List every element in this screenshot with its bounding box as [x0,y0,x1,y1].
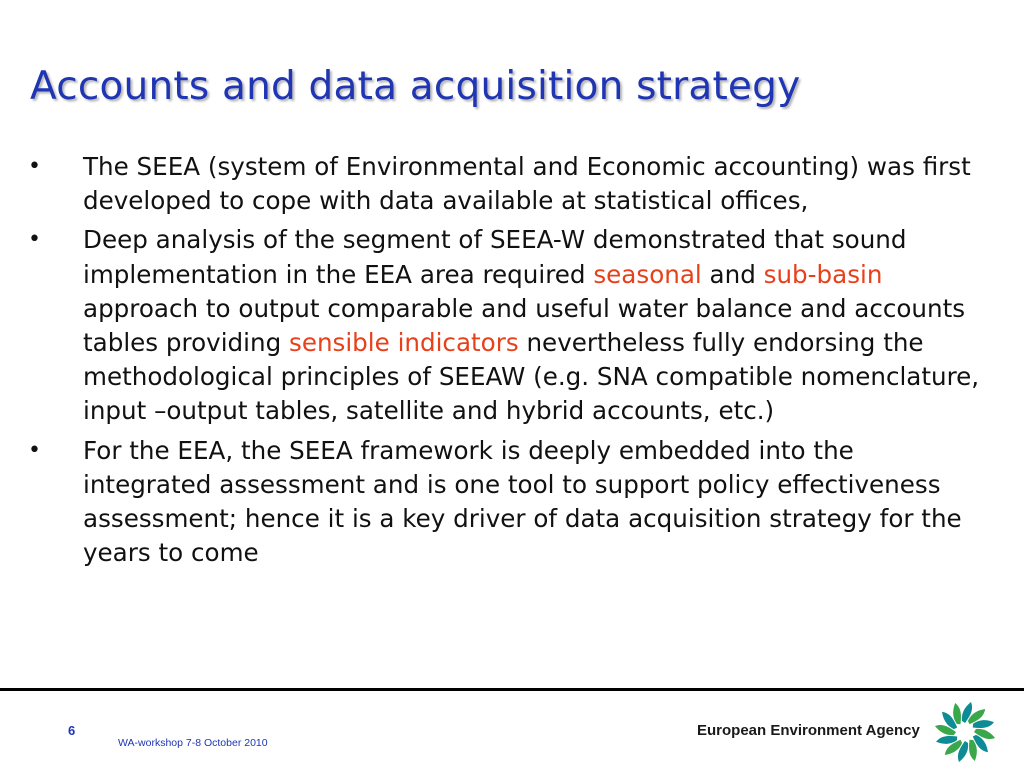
bullet-text: nevertheless fully endorsing the methodological principles of SEEAW (e.g. SNA compatible nomenclature, input –output tables, satellite and hybrid accounts, etc.) [83,328,980,426]
bullet-item [28,434,988,571]
logo-center [959,726,971,738]
footer-divider [0,688,1024,691]
bullet-text: For the EEA, the SEEA framework is deeply embedded into the integrated assessment and is one tool to support policy effectiveness assessment; hence it is a key driver of data acquisition strategy for the years to come [83,435,962,568]
bullet-text: The SEEA (system of Environmental and Economic accounting) was first developed to cope with data available at statistical offices, [83,152,971,216]
bullet-text: and [701,259,764,289]
bullet-text: approach to output comparable and useful water balance and accounts tables providing [83,293,966,358]
bullet-item [28,223,988,428]
page-number: 6 [68,723,76,738]
highlight-sub-basin: sub-basin [763,259,883,289]
highlight-seasonal: seasonal [593,259,702,289]
agency-name: European Environment Agency [697,722,920,739]
bullet-dot-icon: • [28,437,41,463]
bullet-item [28,150,988,218]
bullet-list [28,150,988,575]
highlight-sensible-indicators: sensible indicators [289,328,519,358]
bullet-dot-icon: • [28,227,41,253]
bullet-text: Deep analysis of the segment of SEEA-W demonstrated that sound implementation in the EEA area required [83,225,907,289]
slide-title: Accounts and data acquisition strategy [30,64,801,109]
footer-event-text: WA-workshop 7-8 October 2010 [118,737,268,749]
bullet-dot-icon: • [28,154,41,179]
eea-logo-icon [933,700,997,764]
